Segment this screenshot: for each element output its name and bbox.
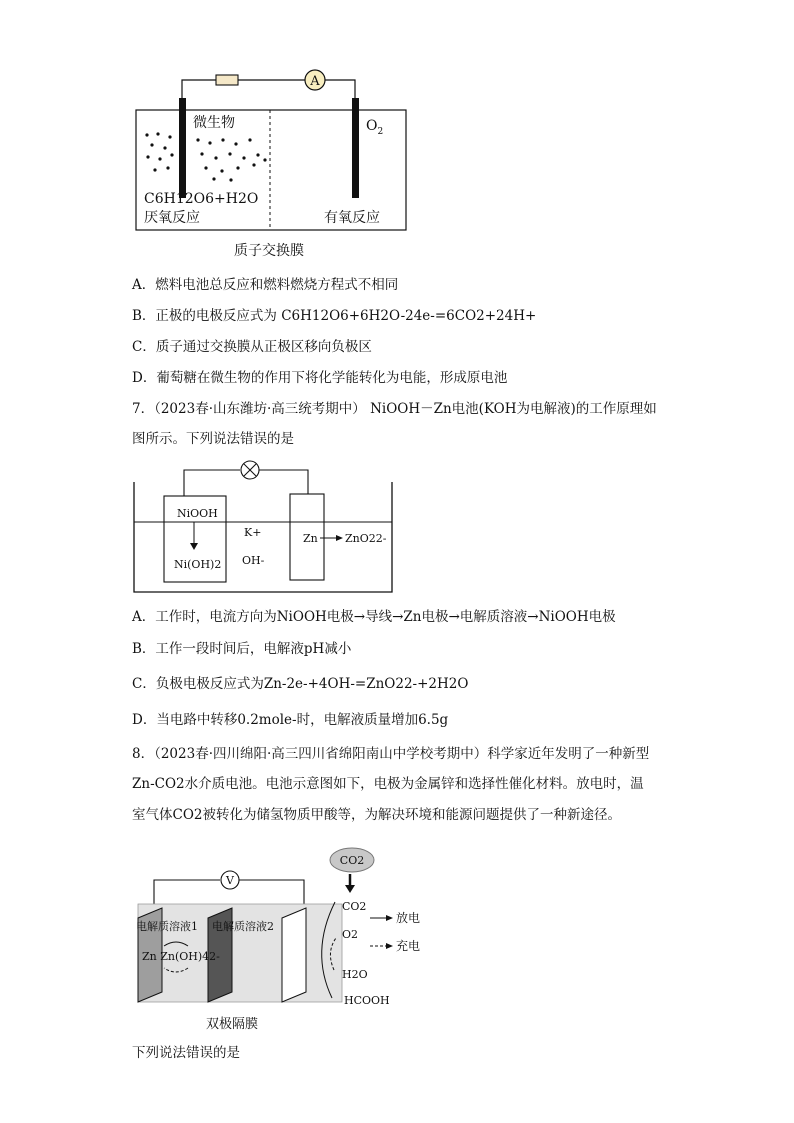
zn-pair-label: Zn Zn(OH)42- [142,950,220,963]
niooh-zn-cell-diagram [130,458,396,598]
cloud-co2-label: CO2 [339,854,365,867]
zno2-label: ZnO22- [345,532,387,545]
cathode-electrode [352,98,359,198]
hcooh-label: HCOOH [344,994,390,1007]
discharge-arrow-icon [386,915,393,921]
q7-stem-line2: 图所示。下列说法错误的是 [132,431,294,447]
co2-label: CO2 [342,900,367,913]
fuel-cell-diagram [130,64,420,264]
q8-stem-line1: 8．（2023春·四川绵阳·高三四川省绵阳南山中学校考期中）科学家近年发明了一种新型 [132,746,650,762]
q7-option-c: C．负极电极反应式为Zn-2e-+4OH-=ZnO22-+2H2O [132,676,469,692]
zn-label: Zn [303,532,318,545]
voltmeter-label: V [226,874,234,887]
niooh-label: NiOOH [177,507,218,520]
down-arrow-icon [345,885,355,893]
microbe-dots [145,132,266,181]
q8-stem-line3: 室气体CO2被转化为储氢物质甲酸等，为解决环境和能源问题提供了一种新途径。 [132,807,621,823]
anaerobic-label: 厌氧反应 [144,210,200,226]
q6-option-b-formula: C6H12O6+6H2O-24e-=6CO2+24H+ [281,308,537,324]
q7-option-d: D．当电路中转移0.2mole-时，电解液质量增加6.5g [132,712,449,728]
zn-co2-cell-diagram [130,842,440,1038]
k-ion-label: K+ [244,526,262,539]
q6-option-d: D．葡萄糖在微生物的作用下将化学能转化为电能，形成原电池 [132,370,508,386]
h2o-label: H2O [342,968,368,981]
electrolyte1-label: 电解质溶液1 [136,920,198,933]
q6-option-b-prefix: B．正极的电极反应式为 [132,308,277,324]
q6-option-a: A．燃料电池总反应和燃料燃烧方程式不相同 [132,277,399,293]
q6-option-b [132,307,536,325]
q7-option-b: B．工作一段时间后，电解液pH减小 [132,641,352,657]
glucose-label: C6H12O6+H2O [144,191,259,207]
discharge-label: 放电 [396,911,421,925]
q8-tail: 下列说法错误的是 [132,1045,240,1061]
aerobic-label: 有氧反应 [324,210,380,226]
bipolar-label: 双极隔膜 [206,1017,259,1032]
q7-stem-line1: 7．（2023春·山东潍坊·高三统考期中） NiOOH－Zn电池(KOH为电解液)的工作原理如 [132,401,657,417]
catalyst-electrode-plate [282,908,306,1002]
charge-arrow-icon [386,943,393,949]
right-arrow-icon [336,535,343,541]
ammeter-label: A [310,74,320,89]
q7-option-a: A．工作时，电流方向为NiOOH电极→导线→Zn电极→电解质溶液→NiOOH电极 [132,609,616,625]
microbe-label: 微生物 [193,115,235,131]
o2-label: $O_2$ [366,118,384,137]
electrolyte2-label: 电解质溶液2 [212,920,274,933]
nioh2-label: Ni(OH)2 [174,558,222,571]
membrane-label: 质子交换膜 [234,243,304,259]
o2-label: O2 [342,928,359,941]
charge-label: 充电 [396,939,421,953]
q6-option-c: C．质子通过交换膜从正极区移向负极区 [132,339,372,355]
oh-ion-label: OH- [242,554,265,567]
q8-stem-line2: Zn-CO2水介质电池。电池示意图如下，电极为金属锌和选择性催化材料。放电时，温 [132,776,644,792]
anode-electrode [179,98,186,198]
resistor [216,75,238,85]
external-circuit [182,70,355,100]
